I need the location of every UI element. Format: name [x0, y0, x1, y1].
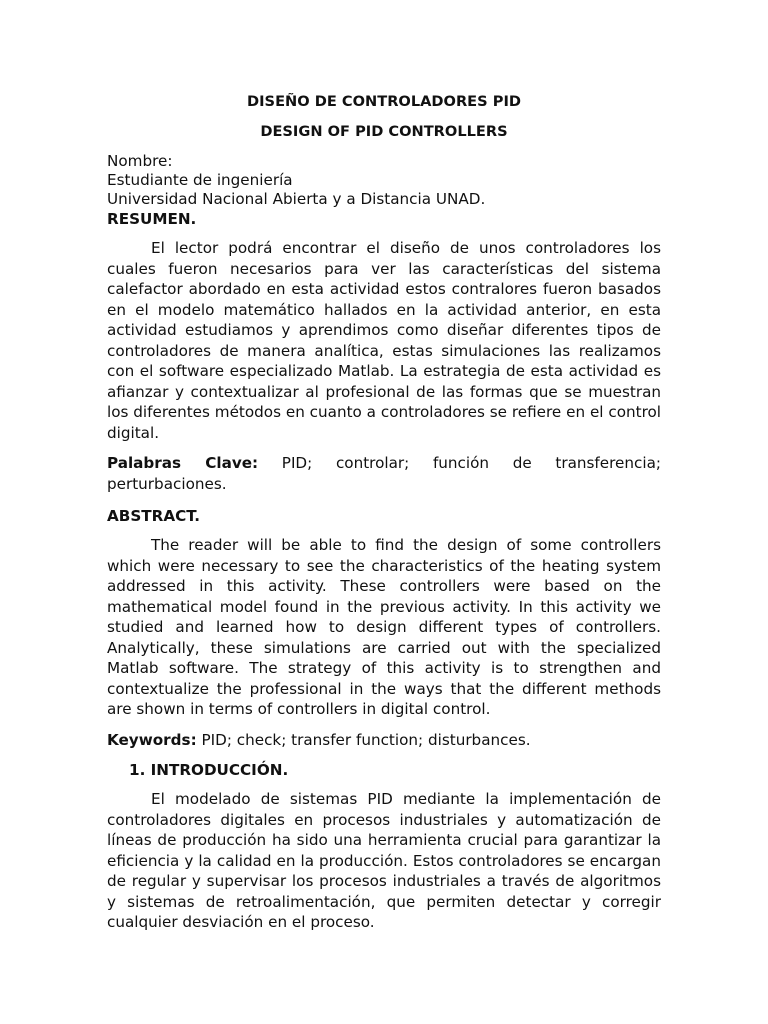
author-institution: Universidad Nacional Abierta y a Distancia UNAD.	[107, 190, 486, 208]
introduccion-heading: 1. INTRODUCCIÓN.	[129, 761, 289, 779]
author-block	[107, 152, 661, 209]
palabras-clave	[107, 453, 661, 494]
abstract-heading: ABSTRACT.	[107, 507, 201, 525]
keywords	[107, 730, 661, 751]
keywords-label: Keywords:	[107, 730, 197, 749]
abstract-paragraph: The reader will be able to find the design of some controllers which were necessary to see the characteristics of the heating system addressed in this activity. These controllers were based on the mathematical model found in the previous activity. In this activity we studied and learned how to design different types of controllers. Analytically, these simulations are carried out with the specialized Matlab software. The strategy of this activity is to strengthen and contextualize the professional in the ways that the different methods are shown in terms of controllers in digital control.	[107, 536, 661, 718]
title-english: DESIGN OF PID CONTROLLERS	[260, 123, 508, 140]
resumen-heading: RESUMEN.	[107, 210, 197, 228]
resumen-paragraph: El lector podrá encontrar el diseño de unos controladores los cuales fueron necesarios para ver las características del sistema calefactor abordado en esta actividad estos contralores fueron basados en el modelo matemático hallados en la actividad anterior, en esta actividad estudiamos y aprendimos como diseñar diferentes tipos de controladores de manera analítica, estas simulaciones las realizamos con el software especializado Matlab. La estrategia de esta actividad es afianzar y contextualizar al profesional de las formas que se muestran los diferentes métodos en cuanto a controladores se refiere en el control digital.	[107, 239, 661, 442]
palabras-clave-text: PID; controlar; función de transferencia; perturbaciones.	[107, 454, 661, 493]
author-name-label: Nombre:	[107, 152, 173, 170]
document-content	[107, 92, 661, 933]
keywords-text: PID; check; transfer function; disturbances.	[196, 730, 531, 749]
introduccion-paragraph: El modelado de sistemas PID mediante la implementación de controladores digitales en procesos industriales y automatización de líneas de producción ha sido una herramienta crucial para garantizar la eficiencia y la calidad en la producción. Estos controladores se encargan de regular y supervisar los procesos industriales a través de algoritmos y sistemas de retroalimentación, que permiten detectar y corregir cualquier desviación en el proceso.	[107, 790, 661, 931]
author-role: Estudiante de ingeniería	[107, 171, 293, 189]
palabras-clave-label: Palabras Clave:	[107, 454, 259, 472]
title-spanish: DISEÑO DE CONTROLADORES PID	[247, 93, 521, 110]
